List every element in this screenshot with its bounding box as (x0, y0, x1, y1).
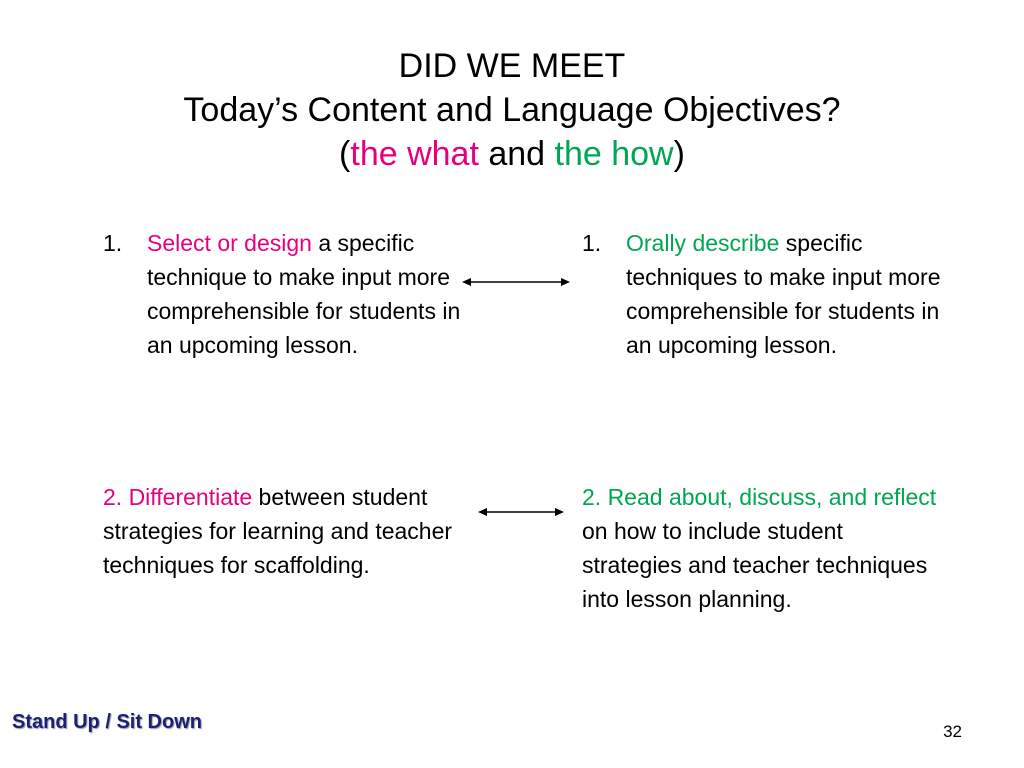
list-number: 1. (582, 230, 602, 256)
language-objective-2 (582, 480, 942, 616)
content-objective-1 (103, 226, 463, 362)
objective-text (582, 480, 942, 616)
objective-text (147, 226, 463, 362)
title-close-paren: ) (673, 135, 685, 173)
objective-verb: Select or design (147, 230, 312, 256)
title-open-paren: ( (339, 135, 351, 173)
language-objective-1 (582, 226, 942, 362)
objective-verb: 2. Differentiate (103, 484, 253, 510)
title-the-what: the what (350, 135, 479, 173)
objective-rest: between student strategies for learning and teacher techniques for scaffolding. (103, 484, 453, 578)
content-objective-2 (103, 480, 453, 582)
double-arrow-icon (476, 504, 566, 520)
objective-verb: Orally describe (626, 230, 780, 256)
objective-text (103, 480, 453, 582)
objective-rest: on how to include student strategies and teacher techniques into lesson planning. (582, 518, 928, 612)
title-line-2: Today’s Content and Language Objectives? (183, 91, 841, 129)
objective-verb: 2. Read about, discuss, and reflect (582, 484, 937, 510)
objective-rest: a specific technique to make input more comprehensible for students in an upcoming lesson. (147, 230, 461, 358)
double-arrow-icon (460, 274, 572, 290)
activity-label: Stand Up / Sit Down (12, 711, 202, 733)
title-line-3 (0, 132, 1024, 176)
page-number: 32 (943, 722, 962, 741)
title-the-how: the how (554, 135, 674, 173)
title-and: and (478, 135, 555, 173)
slide-title (0, 44, 1024, 176)
title-line-1: DID WE MEET (398, 47, 626, 85)
objective-rest: specific techniques to make input more comprehensible for students in an upcoming lesson. (626, 230, 941, 358)
objective-text (626, 226, 942, 362)
list-number: 1. (103, 230, 123, 256)
